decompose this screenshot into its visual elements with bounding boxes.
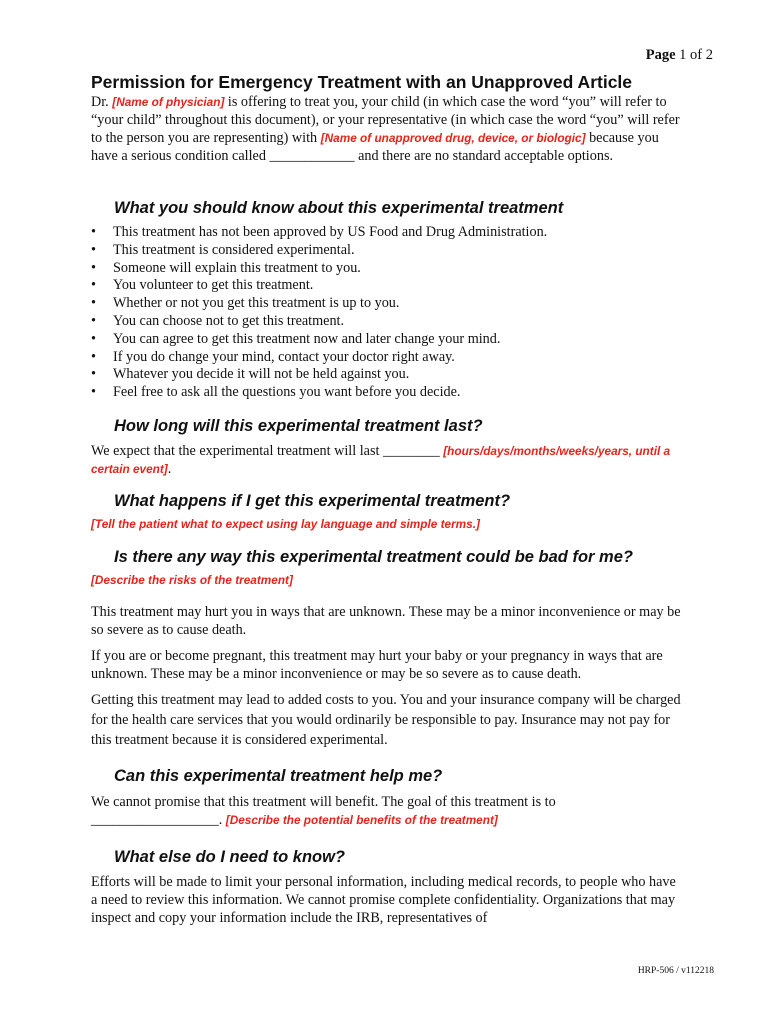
duration-paragraph (91, 442, 681, 478)
list-item (91, 242, 547, 260)
bullet-icon: • (91, 312, 96, 329)
benefits-text: We cannot promise that this treatment will benefit. The goal of this treatment is to __________________. (91, 794, 556, 828)
list-item-text: Feel free to ask all the questions you want before you decide. (113, 384, 461, 401)
section-heading-duration: How long will this experimental treatment last? (114, 417, 483, 435)
benefits-placeholder[interactable]: [Describe the potential benefits of the treatment] (225, 813, 498, 827)
list-item (91, 366, 547, 384)
section-heading-benefits: Can this experimental treatment help me? (114, 767, 443, 785)
bullet-icon: • (91, 241, 96, 258)
risks-paragraph-2: If you are or become pregnant, this treatment may hurt your baby or your pregnancy in ways that are unknown. These may be a minor inconvenience or may be so severe as to cause death. (91, 648, 663, 682)
bullet-icon: • (91, 224, 96, 240)
bullet-icon: • (91, 330, 96, 347)
list-item (91, 331, 547, 349)
document-title: Permission for Emergency Treatment with an Unapproved Article (91, 72, 633, 92)
intro-text-3: because you have a serious condition called ____________ and there are no standard acceptable options. (91, 130, 659, 164)
list-item (91, 384, 547, 402)
list-item (91, 277, 547, 295)
list-item-text: Whether or not you get this treatment is up to you. (113, 295, 400, 312)
duration-text: We expect that the experimental treatment will last ________ (91, 443, 444, 459)
confidentiality-paragraph: Efforts will be made to limit your personal information, including medical records, to people who have a need to review this information. We cannot promise complete confidentiality. Organizations that may inspect and copy your information include the IRB, representatives of (91, 874, 676, 926)
intro-text-2: is offering to treat you, your child (in which case the word “you” will refer to “your child” throughout this document), or your representative (in which case the word “you” will refer to the person you are representing) with (91, 94, 680, 146)
list-item-text: If you do change your mind, contact your doctor right away. (113, 348, 455, 365)
risks-paragraph-1: This treatment may hurt you in ways that are unknown. These may be a minor inconvenience or may be so severe as to cause death. (91, 604, 681, 638)
duration-placeholder[interactable]: [hours/days/months/weeks/years, until a certain event] (91, 444, 671, 476)
list-item (91, 260, 547, 278)
list-item-text: You volunteer to get this treatment. (113, 277, 314, 294)
article-name-placeholder[interactable]: [Name of unapproved drug, device, or biologic] (320, 131, 586, 145)
list-item (91, 295, 547, 313)
risks-paragraph-costs: Getting this treatment may lead to added costs to you. You and your insurance company will be charged for the health care services that you would ordinarily be responsible to pay. Insurance may not pay for this treatment because it is considered experimental. (91, 692, 681, 748)
form-code-footer: HRP-506 / v112218 (637, 966, 714, 976)
benefits-paragraph (91, 793, 681, 829)
what-happens-instruction[interactable]: [Tell the patient what to expect using lay language and simple terms.] (91, 517, 480, 531)
what-to-know-list (91, 224, 547, 402)
duration-period: . (167, 461, 172, 477)
intro-paragraph (91, 93, 681, 165)
list-item (91, 349, 547, 367)
bullet-icon: • (91, 366, 96, 383)
page-label: Page (645, 47, 676, 63)
list-item (91, 224, 547, 242)
page-number (646, 47, 713, 64)
risks-instruction[interactable]: [Describe the risks of the treatment] (91, 573, 293, 587)
bullet-icon: • (91, 259, 96, 276)
bullet-icon: • (91, 277, 96, 294)
list-item (91, 313, 547, 331)
bullet-icon: • (91, 384, 96, 401)
section-heading-risks: Is there any way this experimental treatment could be bad for me? (114, 548, 633, 566)
list-item-text: Someone will explain this treatment to you. (113, 259, 361, 276)
list-item-text: You can agree to get this treatment now and later change your mind. (113, 330, 501, 347)
section-heading-what-else: What else do I need to know? (114, 848, 346, 866)
list-item-text: This treatment is considered experimental. (113, 241, 355, 258)
bullet-icon: • (91, 348, 96, 365)
physician-name-placeholder[interactable]: [Name of physician] (112, 95, 225, 109)
section-heading-what-happens: What happens if I get this experimental treatment? (114, 492, 511, 510)
page-total: of 2 (690, 47, 713, 63)
section-heading-what-to-know: What you should know about this experimental treatment (114, 199, 564, 217)
intro-text-1: Dr. (91, 94, 113, 110)
list-item-text: This treatment has not been approved by US Food and Drug Administration. (113, 224, 548, 240)
bullet-icon: • (91, 295, 96, 312)
list-item-text: Whatever you decide it will not be held against you. (113, 366, 410, 383)
page-current: 1 (679, 47, 687, 63)
list-item-text: You can choose not to get this treatment. (113, 312, 345, 329)
